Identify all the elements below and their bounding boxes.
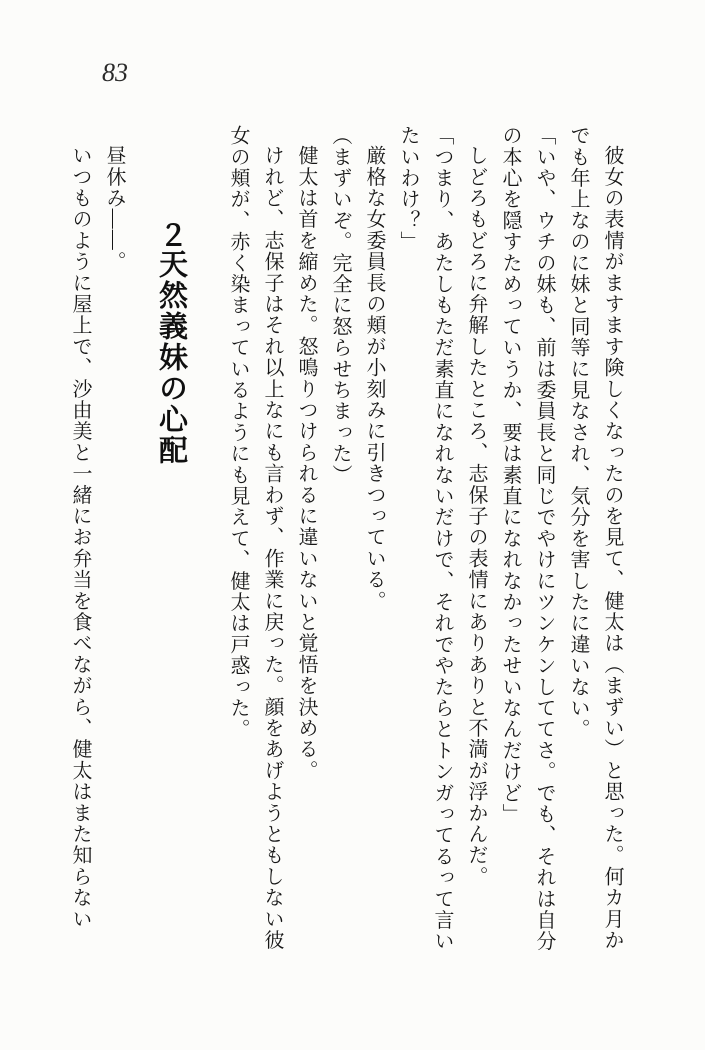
chapter-heading <box>149 125 195 953</box>
body-paragraph-dialogue: 「つまり、あたしもただ素直になれないだけで、それでやたらとトンガってるって言いたいわけ？」 <box>397 125 453 952</box>
body-paragraph-dialogue: 「いや、ウチの妹も、前は委員長と同じでやけにツンケンしててさ。でも、それは自分の本心を隠すためっていうか、要は素直になれなかったせいなんだけど」 <box>499 125 555 952</box>
chapter-title: 天然義妹の心配 <box>155 249 189 466</box>
body-paragraph: しどろもどろに弁解したところ、志保子の表情にありありと不満が浮かんだ。 <box>465 145 487 887</box>
body-paragraph: いつものように屋上で、沙由美と一緒にお弁当を食べながら、健太はまた知らない <box>69 145 91 930</box>
body-paragraph: 彼女の表情がますます険しくなったのを見て、健太は（まずい）と思った。何カ月かでも年上なのに妹と同等に見なされ、気分を害したに違いない。 <box>567 125 623 951</box>
body-paragraph: 厳格な女委員長の頬が小刻みに引きつっている。 <box>363 145 385 612</box>
body-paragraph-thought: （まずいぞ。完全に怒らせちまった） <box>329 125 351 486</box>
page-number: 83 <box>102 58 128 87</box>
body-paragraph: けれど、志保子はそれ以上なにも言わず、作業に戻った。顔をあげようともしない彼女の頬が、赤く染まっているようにも見えて、健太は戸惑った。 <box>227 125 283 951</box>
body-paragraph: 昼休み――。 <box>103 145 125 273</box>
body-paragraph: 健太は首を縮めた。怒鳴りつけられるに違いないと覚悟を決める。 <box>295 145 317 781</box>
vertical-text-block <box>63 125 629 953</box>
chapter-number: ２ <box>155 220 189 249</box>
